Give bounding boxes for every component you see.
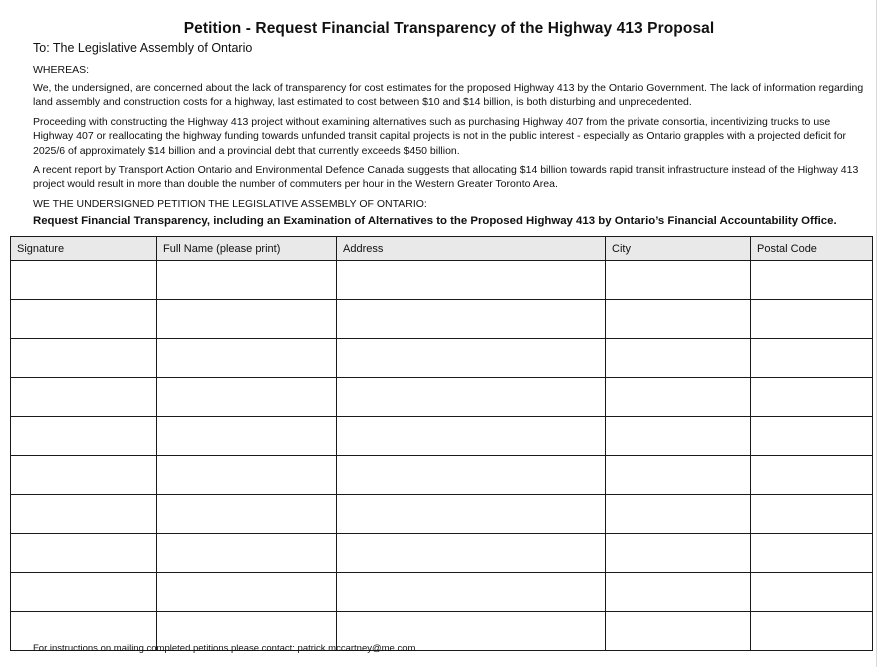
address-cell[interactable] [337,534,606,573]
whereas-heading: WHEREAS: [33,64,90,76]
signature-table-header [11,237,873,261]
city-cell[interactable] [606,495,751,534]
postal-code-cell[interactable] [751,534,873,573]
signature-cell[interactable] [11,300,157,339]
petition-statement: WE THE UNDERSIGNED PETITION THE LEGISLATIVE ASSEMBLY OF ONTARIO: [33,198,427,210]
table-row [11,300,873,339]
postal-code-cell[interactable] [751,261,873,300]
table-row [11,495,873,534]
signature-cell[interactable] [11,261,157,300]
table-row [11,573,873,612]
full-name-cell[interactable] [157,417,337,456]
city-cell[interactable] [606,300,751,339]
city-cell[interactable] [606,261,751,300]
address-cell[interactable] [337,417,606,456]
petition-title: Petition - Request Financial Transparency of the Highway 413 Proposal [183,20,715,37]
city-cell[interactable] [606,573,751,612]
postal-code-cell[interactable] [751,573,873,612]
address-cell[interactable] [337,339,606,378]
postal-code-cell[interactable] [751,456,873,495]
full-name-cell[interactable] [157,339,337,378]
column-header-city: City [606,237,751,261]
column-header-address: Address [337,237,606,261]
postal-code-cell[interactable] [751,417,873,456]
postal-code-cell[interactable] [751,495,873,534]
full-name-cell[interactable] [157,573,337,612]
table-row [11,339,873,378]
table-row [11,534,873,573]
paragraph-alternatives: Proceeding with constructing the Highway 413 project without examining alternatives such as purchasing Highway 407 from the private consortia, incentivizing trucks to use Highway 407 or reallocating the highway funding towards unfunded transit capital projects is not in the public interest - especially as Ontario grapples with a projected deficit for 2025/6 of approximately $14 billion and a provincial debt that currently exceeds $450 billion. [33,116,847,157]
address-cell[interactable] [337,378,606,417]
signature-cell[interactable] [11,339,157,378]
table-row [11,417,873,456]
column-header-postal-code: Postal Code [751,237,873,261]
address-cell[interactable] [337,300,606,339]
postal-code-cell[interactable] [751,612,873,651]
city-cell[interactable] [606,339,751,378]
signature-cell[interactable] [11,417,157,456]
postal-code-cell[interactable] [751,300,873,339]
signature-cell[interactable] [11,534,157,573]
table-row [11,456,873,495]
full-name-cell[interactable] [157,495,337,534]
signature-table-body [11,261,873,651]
full-name-cell[interactable] [157,261,337,300]
address-cell[interactable] [337,573,606,612]
paragraph-cost-transparency: We, the undersigned, are concerned about the lack of transparency for cost estimates for the proposed Highway 413 by the Ontario Government. The lack of information regarding land assembly and construction costs for a highway, last estimated to cost between $10 and $14 billion, is both disturbing and unprecedented. [33,82,864,109]
addressee: To: The Legislative Assembly of Ontario [33,41,253,55]
signature-table [10,236,873,651]
address-cell[interactable] [337,495,606,534]
signature-cell[interactable] [11,573,157,612]
table-row [11,261,873,300]
signature-cell[interactable] [11,378,157,417]
full-name-cell[interactable] [157,534,337,573]
city-cell[interactable] [606,378,751,417]
signature-cell[interactable] [11,495,157,534]
full-name-cell[interactable] [157,456,337,495]
postal-code-cell[interactable] [751,339,873,378]
mailing-instructions: For instructions on mailing completed petitions please contact: patrick.mccartney@me.com [33,643,416,654]
column-header-full-name: Full Name (please print) [157,237,337,261]
city-cell[interactable] [606,534,751,573]
address-cell[interactable] [337,456,606,495]
paragraph-transit-report: A recent report by Transport Action Ontario and Environmental Defence Canada suggests that allocating $14 billion towards rapid transit infrastructure instead of the Highway 413 project would result in more than double the number of commuters per hour in the Western Greater Toronto Area. [33,164,859,191]
signature-cell[interactable] [11,456,157,495]
table-row [11,378,873,417]
city-cell[interactable] [606,417,751,456]
postal-code-cell[interactable] [751,378,873,417]
petition-request: Request Financial Transparency, including an Examination of Alternatives to the Proposed Highway 413 by Ontario’s Financial Accountability Office. [33,215,837,227]
city-cell[interactable] [606,456,751,495]
column-header-signature: Signature [11,237,157,261]
address-cell[interactable] [337,261,606,300]
full-name-cell[interactable] [157,300,337,339]
full-name-cell[interactable] [157,378,337,417]
city-cell[interactable] [606,612,751,651]
